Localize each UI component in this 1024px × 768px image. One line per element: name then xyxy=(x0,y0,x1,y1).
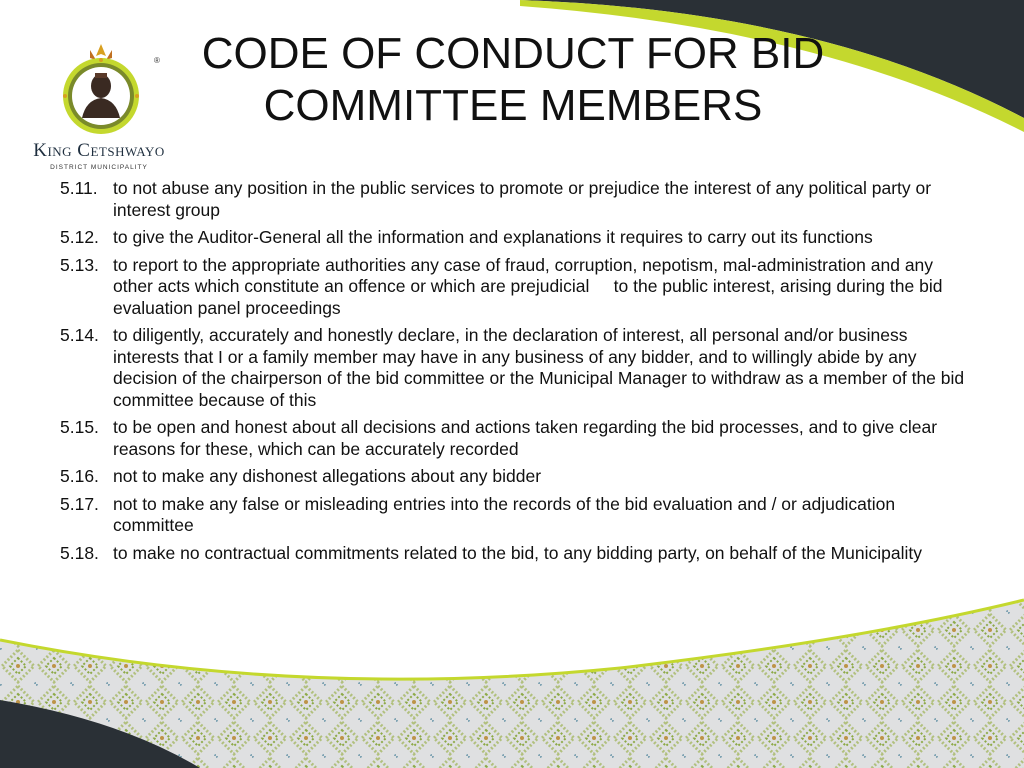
item-text: to diligently, accurately and honestly declare, in the declaration of interest, all personal and/or business interests that I or a family member may have in any business of any bidder, and to willingly abide by any decision of the chairperson of the bid committee or the Municipal Manager to withdraw as a member of the bid committee because of this xyxy=(113,325,965,410)
municipality-logo xyxy=(14,40,184,175)
item-number: 5.12. xyxy=(60,227,99,247)
item-number: 5.15. xyxy=(60,417,99,437)
list-item xyxy=(60,227,965,249)
slide-title xyxy=(185,28,841,132)
item-number: 5.16. xyxy=(60,466,99,486)
crest-emblem-icon xyxy=(46,40,156,140)
list-item xyxy=(60,255,965,320)
logo-subtitle: DISTRICT MUNICIPALITY xyxy=(50,164,148,171)
registered-mark: ® xyxy=(154,56,160,65)
item-number: 5.17. xyxy=(60,493,99,514)
item-number: 5.11. xyxy=(60,178,98,198)
item-text: to make no contractual commitments related to the bid, to any bidding party, on behalf of the Municipality xyxy=(113,542,923,563)
list-item xyxy=(60,466,965,488)
logo-name: King Cetshwayo xyxy=(33,140,165,161)
title-line-1: CODE OF CONDUCT FOR BID xyxy=(201,29,825,78)
item-text: to report to the appropriate authorities any case of fraud, corruption, nepotism, mal-administration and any other acts which constitute an offence or which are prejudicial to the public interest, arising during the bid evaluation panel proceedings xyxy=(113,254,948,318)
item-number: 5.14. xyxy=(60,325,99,345)
conduct-list xyxy=(60,178,965,570)
list-item xyxy=(60,325,965,411)
list-item xyxy=(60,417,965,460)
item-text: to be open and honest about all decisions and actions taken regarding the bid processes, and to give clear reasons for these, which can be accurately recorded xyxy=(113,417,938,459)
list-item xyxy=(60,494,965,537)
item-text: not to make any false or misleading entries into the records of the bid evaluation and / or adjudication committee xyxy=(113,493,896,535)
item-number: 5.18. xyxy=(60,542,99,563)
item-number: 5.13. xyxy=(60,254,99,275)
title-line-2: COMMITTEE MEMBERS xyxy=(263,81,763,130)
list-item xyxy=(60,178,965,221)
item-text: to give the Auditor-General all the information and explanations it requires to carry out its functions xyxy=(113,227,873,247)
item-text: to not abuse any position in the public services to promote or prejudice the interest of any political party or interest group xyxy=(113,178,932,220)
item-text: not to make any dishonest allegations about any bidder xyxy=(113,466,542,486)
list-item xyxy=(60,543,965,565)
